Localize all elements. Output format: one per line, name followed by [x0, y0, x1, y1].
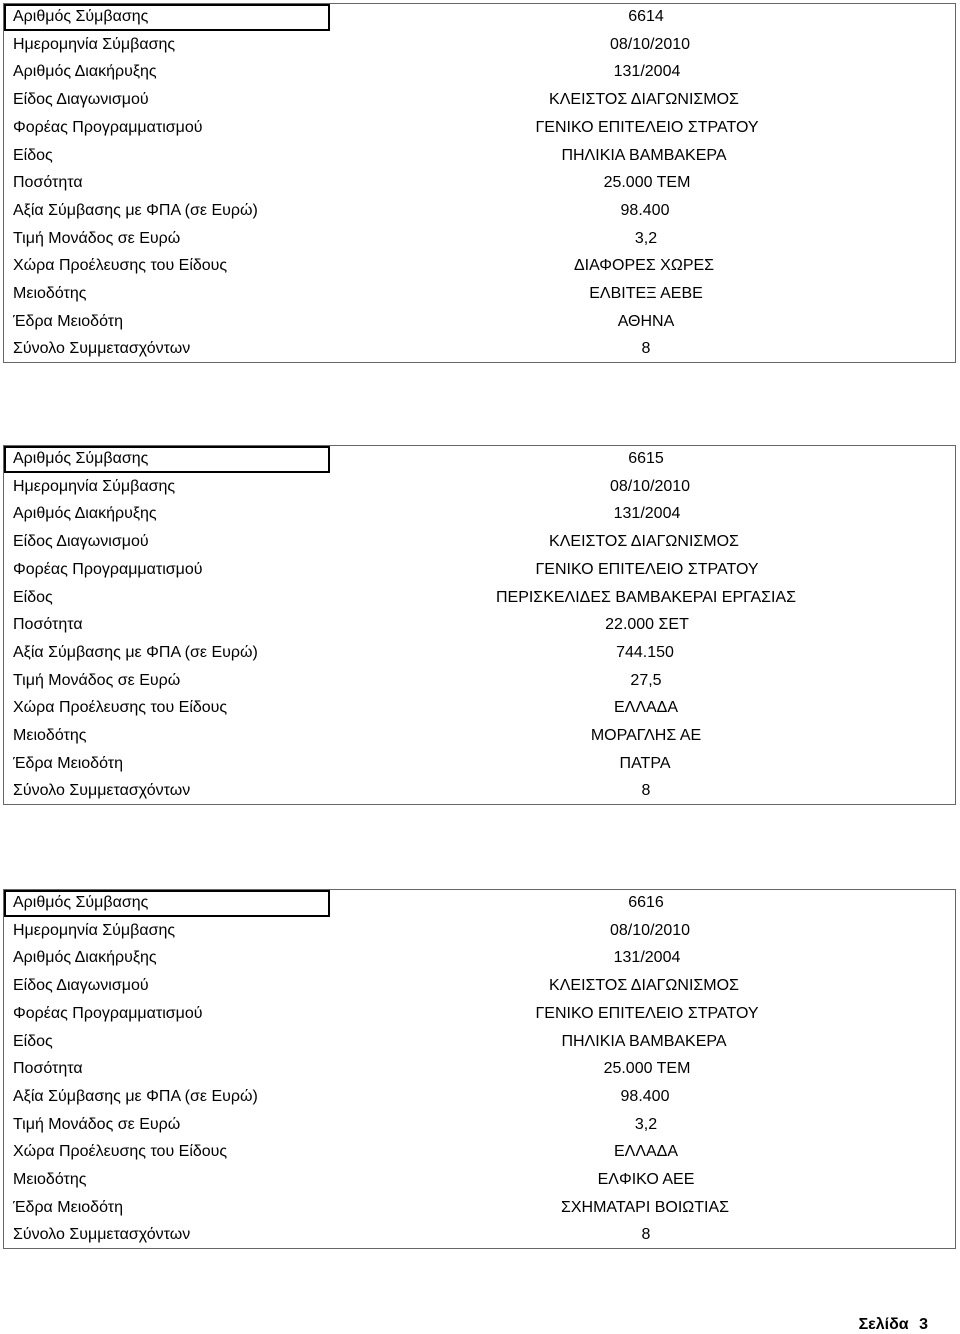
field-label: Αριθμός Σύμβασης	[13, 894, 149, 911]
field-value: ΠΑΤΡΑ	[619, 754, 671, 772]
field-row	[4, 226, 955, 253]
page-label: Σελίδα	[858, 1316, 909, 1333]
field-value: 744.150	[616, 643, 674, 661]
field-row	[4, 253, 955, 280]
field-row	[4, 170, 955, 197]
field-row	[4, 4, 955, 31]
field-value: 6615	[628, 450, 664, 467]
field-label: Ποσότητα	[13, 1060, 83, 1078]
field-label: Είδος Διαγωνισμού	[13, 533, 149, 551]
field-row	[4, 1001, 955, 1028]
field-row	[4, 1029, 955, 1056]
field-row	[4, 529, 955, 556]
field-value: ΠΗΛΙΚΙΑ ΒΑΜΒΑΚΕΡΑ	[561, 1032, 727, 1050]
field-row	[4, 751, 955, 778]
field-row	[4, 501, 955, 528]
field-value: ΕΛΒΙΤΕΞ ΑΕΒΕ	[589, 285, 703, 302]
field-value: 08/10/2010	[609, 477, 691, 495]
field-value: ΕΛΛΑΔΑ	[613, 699, 679, 717]
field-label: Ποσότητα	[13, 174, 83, 192]
field-label: Έδρα Μειοδότη	[13, 754, 123, 772]
field-value: ΓΕΝΙΚΟ ΕΠΙΤΕΛΕΙΟ ΣΤΡΑΤΟΥ	[535, 118, 759, 136]
field-label: Τιμή Μονάδος σε Ευρώ	[13, 1115, 181, 1133]
field-value: ΕΛΦΙΚΟ ΑΕΕ	[597, 1171, 695, 1188]
field-label: Έδρα Μειοδότη	[13, 1198, 123, 1216]
field-label: Σύνολο Συμμετασχόντων	[13, 782, 191, 800]
field-label: Μειοδότης	[13, 727, 87, 744]
field-row	[4, 640, 955, 667]
field-label: Ποσότητα	[13, 616, 83, 634]
field-row	[4, 1222, 955, 1249]
field-value: 8	[641, 340, 651, 358]
field-label: Φορέας Προγραμματισμού	[13, 1004, 203, 1022]
field-label: Τιμή Μονάδος σε Ευρώ	[13, 229, 181, 247]
field-value: ΑΘΗΝΑ	[617, 312, 675, 330]
field-row	[4, 1112, 955, 1139]
field-value: ΠΕΡΙΣΚΕΛΙΔΕΣ ΒΑΜΒΑΚΕΡΑΙ ΕΡΓΑΣΙΑΣ	[495, 588, 797, 606]
field-label: Ημερομηνία Σύμβασης	[13, 35, 176, 53]
field-label: Μειοδότης	[13, 285, 87, 302]
field-row	[4, 32, 955, 59]
field-label: Αριθμός Σύμβασης	[13, 8, 149, 25]
field-label: Φορέας Προγραμματισμού	[13, 560, 203, 578]
field-value: 131/2004	[613, 63, 681, 81]
field-value: 3,2	[634, 229, 658, 247]
field-value: 22.000 ΣΕΤ	[605, 616, 689, 634]
page-footer	[853, 1316, 928, 1334]
field-value: ΔΙΑΦΟΡΕΣ ΧΩΡΕΣ	[573, 257, 715, 275]
field-label: Σύνολο Συμμετασχόντων	[13, 1226, 191, 1244]
contract-record	[3, 3, 956, 363]
field-value: ΕΛΛΑΔΑ	[613, 1143, 679, 1161]
field-value: ΠΗΛΙΚΙΑ ΒΑΜΒΑΚΕΡΑ	[561, 146, 727, 164]
field-row	[4, 309, 955, 336]
field-label: Είδος Διαγωνισμού	[13, 977, 149, 995]
field-label: Έδρα Μειοδότη	[13, 312, 123, 330]
field-label: Μειοδότης	[13, 1171, 87, 1188]
field-row	[4, 115, 955, 142]
field-row	[4, 945, 955, 972]
field-label: Αξία Σύμβασης με ΦΠΑ (σε Ευρώ)	[13, 1087, 258, 1105]
field-label: Αριθμός Διακήρυξης	[13, 949, 157, 967]
field-label: Χώρα Προέλευσης του Είδους	[13, 1143, 228, 1161]
field-label: Τιμή Μονάδος σε Ευρώ	[13, 671, 181, 689]
field-value: 8	[641, 1226, 651, 1244]
field-label: Αξία Σύμβασης με ΦΠΑ (σε Ευρώ)	[13, 643, 258, 661]
field-label: Φορέας Προγραμματισμού	[13, 118, 203, 136]
field-value: 08/10/2010	[609, 921, 691, 939]
field-row	[4, 474, 955, 501]
field-row	[4, 778, 955, 805]
field-row	[4, 87, 955, 114]
field-label: Σύνολο Συμμετασχόντων	[13, 340, 191, 358]
field-value: 98.400	[620, 1087, 670, 1105]
field-label: Αριθμός Διακήρυξης	[13, 63, 157, 81]
field-row	[4, 336, 955, 363]
field-row	[4, 973, 955, 1000]
field-row	[4, 446, 955, 473]
field-label: Ημερομηνία Σύμβασης	[13, 921, 176, 939]
field-label: Είδος Διαγωνισμού	[13, 91, 149, 109]
field-value: 131/2004	[613, 949, 681, 967]
field-label: Αριθμός Διακήρυξης	[13, 505, 157, 523]
field-row	[4, 918, 955, 945]
field-label: Χώρα Προέλευσης του Είδους	[13, 257, 228, 275]
field-value: 25.000 ΤΕΜ	[603, 174, 691, 192]
field-value: 08/10/2010	[609, 35, 691, 53]
field-value: 27,5	[630, 671, 662, 689]
field-row	[4, 281, 955, 308]
field-row	[4, 59, 955, 86]
field-value: 6614	[628, 8, 664, 25]
field-label: Ημερομηνία Σύμβασης	[13, 477, 176, 495]
field-value: ΚΛΕΙΣΤΟΣ ΔΙΑΓΩΝΙΣΜΟΣ	[549, 977, 739, 995]
field-value: ΣΧΗΜΑΤΑΡΙ ΒΟΙΩΤΙΑΣ	[560, 1198, 730, 1216]
field-row	[4, 723, 955, 750]
page-number: 3	[919, 1316, 928, 1333]
field-row	[4, 1195, 955, 1222]
field-label: Αξία Σύμβασης με ΦΠΑ (σε Ευρώ)	[13, 201, 258, 219]
field-row	[4, 1084, 955, 1111]
field-value: ΓΕΝΙΚΟ ΕΠΙΤΕΛΕΙΟ ΣΤΡΑΤΟΥ	[535, 560, 759, 578]
field-label: Είδος	[13, 146, 53, 164]
field-value: 8	[641, 782, 651, 800]
field-value: 98.400	[620, 201, 670, 219]
field-row	[4, 695, 955, 722]
field-value: 25.000 ΤΕΜ	[603, 1060, 691, 1078]
field-row	[4, 890, 955, 917]
field-row	[4, 668, 955, 695]
field-label: Αριθμός Σύμβασης	[13, 450, 149, 467]
contract-record	[3, 889, 956, 1249]
field-row	[4, 1139, 955, 1166]
field-row	[4, 557, 955, 584]
field-value: ΜΟΡΑΓΛΗΣ ΑΕ	[590, 727, 702, 744]
field-row	[4, 143, 955, 170]
field-row	[4, 1167, 955, 1194]
field-row	[4, 585, 955, 612]
field-value: 131/2004	[613, 505, 681, 523]
field-value: ΚΛΕΙΣΤΟΣ ΔΙΑΓΩΝΙΣΜΟΣ	[549, 91, 739, 109]
field-label: Χώρα Προέλευσης του Είδους	[13, 699, 228, 717]
field-row	[4, 198, 955, 225]
field-value: 3,2	[634, 1115, 658, 1133]
field-label: Είδος	[13, 1032, 53, 1050]
field-row	[4, 612, 955, 639]
field-value: ΓΕΝΙΚΟ ΕΠΙΤΕΛΕΙΟ ΣΤΡΑΤΟΥ	[535, 1004, 759, 1022]
field-label: Είδος	[13, 588, 53, 606]
field-row	[4, 1056, 955, 1083]
field-value: 6616	[628, 894, 664, 911]
field-value: ΚΛΕΙΣΤΟΣ ΔΙΑΓΩΝΙΣΜΟΣ	[549, 533, 739, 551]
contract-record	[3, 445, 956, 805]
